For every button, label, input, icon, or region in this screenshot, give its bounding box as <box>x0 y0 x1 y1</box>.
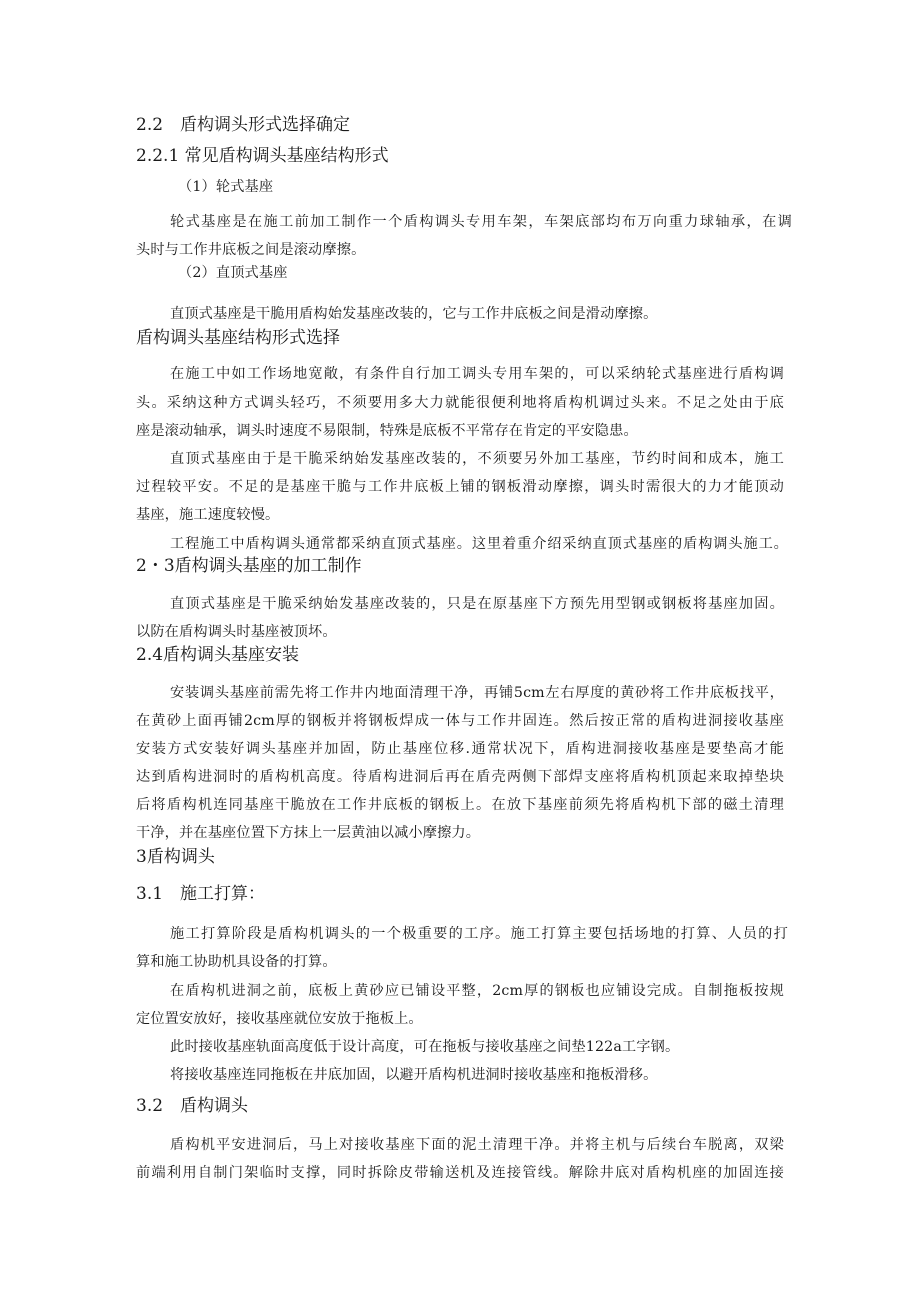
paragraph-line: 盾构机平安进洞后，马上对接收基座下面的泥土清理干净。并将主机与后续台车脱离，双梁 <box>170 1137 784 1153</box>
paragraph-line: 将接收基座连同拖板在井底加固，以避开盾构机进洞时接收基座和拖板滑移。 <box>170 1067 658 1083</box>
list-item-jacking-base: （2）直顶式基座 <box>178 265 288 281</box>
paragraph-line: 基座，施工速度较慢。 <box>136 507 280 523</box>
paragraph-line: 定位置安放好，接收基座就位安放于拖板上。 <box>136 1011 423 1027</box>
paragraph-line: 安装调头基座前需先将工作井内地面清理干净，再铺5cm左右厚度的黄砂将工作井底板找平， <box>170 685 784 701</box>
paragraph-line: 前端利用自制门架临时支撑，同时拆除皮带输送机及连接管线。解除井底对盾构机座的加固连接 <box>136 1165 784 1181</box>
paragraph-line: 此时接收基座轨面高度低于设计高度，可在拖板与接收基座之间垫122a工字钢。 <box>170 1039 680 1055</box>
paragraph-line: 干净，并在基座位置下方抹上一层黄油以减小摩擦力。 <box>136 825 481 841</box>
paragraph-line: 座是滚动轴承，调头时速度不易限制，特殊是底板不平常存在肯定的平安隐患。 <box>136 423 638 439</box>
paragraph-line: 头时与工作井底板之间是滚动摩擦。 <box>136 242 366 258</box>
section-heading-3: 3盾构调头 <box>136 847 215 867</box>
paragraph-line: 后将盾构机连同基座干脆放在工作井底板的钢板上。在放下基座前须先将盾构机下部的磁土清理 <box>136 797 784 813</box>
paragraph-line: 安装方式安装好调头基座并加固，防止基座位移.通常状况下，盾构进洞接收基座是要垫高才能 <box>136 741 784 757</box>
paragraph-line: 在盾构机进洞之前，底板上黄砂应已铺设平整，2cm厚的钢板也应铺设完成。自制拖板按规 <box>170 983 784 999</box>
paragraph-line: 在施工中如工作场地宽敞，有条件自行加工调头专用车架的，可以采纳轮式基座进行盾构调 <box>170 366 784 382</box>
paragraph-line: 在黄砂上面再铺2cm厚的钢板并将钢板焊成一体与工作井固连。然后按正常的盾构进洞接收基座 <box>136 713 784 729</box>
section-heading-2-2-1: 2.2.1 常见盾构调头基座结构形式 <box>136 146 389 166</box>
section-heading-base-choice: 盾构调头基座结构形式选择 <box>136 328 340 348</box>
paragraph-line: 直顶式基座是干脆采纳始发基座改装的，只是在原基座下方预先用型钢或钢板将基座加固。 <box>170 596 784 612</box>
list-item-wheel-base: （1）轮式基座 <box>178 179 274 195</box>
section-heading-2-3: 2・3盾构调头基座的加工制作 <box>136 556 362 576</box>
paragraph-line: 头。采纳这种方式调头轻巧，不须要用多大力就能很便利地将盾构机调过头来。不足之处由于底 <box>136 395 784 411</box>
paragraph-line: 以防在盾构调头时基座被顶坏。 <box>136 624 337 640</box>
section-heading-2-4: 2.4盾构调头基座安装 <box>136 645 300 665</box>
paragraph-line: 施工打算阶段是盾构机调头的一个极重要的工序。施工打算主要包括场地的打算、人员的打 <box>170 926 788 942</box>
section-heading-2-2: 2.2 盾构调头形式选择确定 <box>136 115 351 135</box>
paragraph-line: 达到盾构进洞时的盾构机高度。待盾构进洞后再在盾壳两侧下部焊支座将盾构机顶起来取掉垫块 <box>136 769 784 785</box>
paragraph-line: 算和施工协助机具设备的打算。 <box>136 954 337 970</box>
paragraph-line: 工程施工中盾构调头通常都采纳直顶式基座。这里着重介绍采纳直顶式基座的盾构调头施工。 <box>170 536 788 552</box>
paragraph-line: 直顶式基座由于是干脆采纳始发基座改装的，不须要另外加工基座，节约时间和成本，施工 <box>170 451 784 467</box>
paragraph-line: 轮式基座是在施工前加工制作一个盾构调头专用车架，车架底部均布万向重力球轴承，在调 <box>170 214 792 230</box>
section-heading-3-1: 3.1 施工打算： <box>136 884 266 904</box>
paragraph-line: 过程较平安。不足的是基座干脆与工作井底板上铺的钢板滑动摩擦，调头时需很大的力才能顶动 <box>136 479 784 495</box>
section-heading-3-2: 3.2 盾构调头 <box>136 1096 249 1116</box>
paragraph-line: 直顶式基座是干脆用盾构始发基座改装的，它与工作井底板之间是滑动摩擦。 <box>170 306 658 322</box>
